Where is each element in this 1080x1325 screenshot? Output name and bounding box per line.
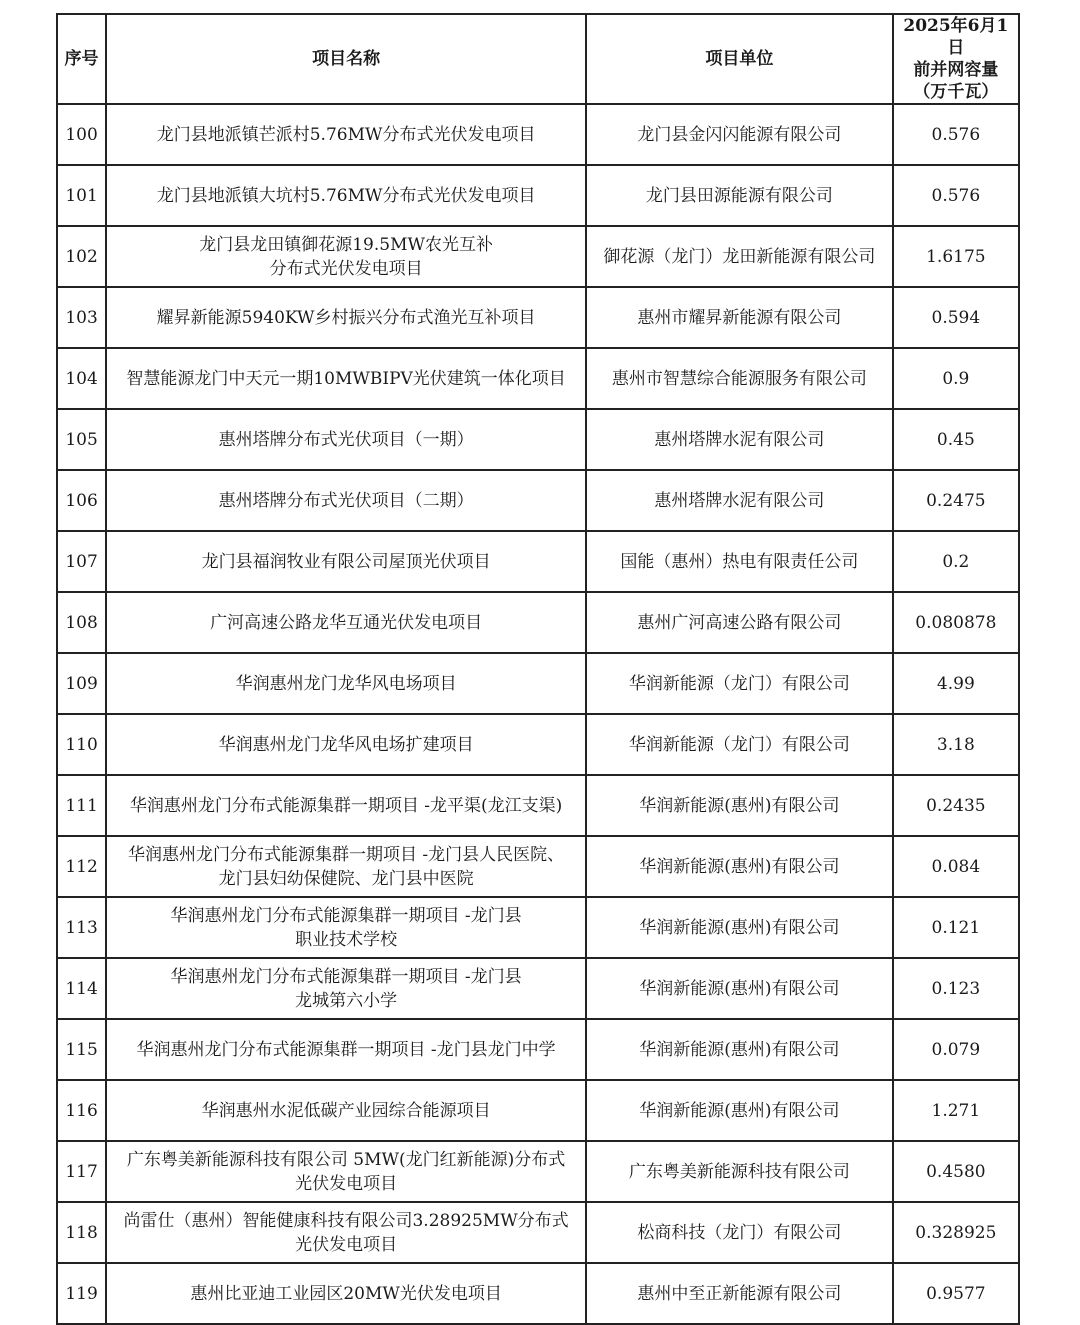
capacity-cell: 1.271	[893, 1080, 1019, 1141]
project-unit-cell: 龙门县金闪闪能源有限公司	[586, 104, 893, 165]
row-number: 108	[57, 592, 106, 653]
project-name-cell	[106, 165, 586, 226]
header-capacity-line: 前并网容量	[913, 60, 999, 80]
project-name-line: 龙门县龙田镇御花源19.5MW农光互补	[199, 234, 493, 255]
row-number: 111	[57, 775, 106, 836]
project-unit-cell: 华润新能源（龙门）有限公司	[586, 714, 893, 775]
project-unit-cell: 惠州塔牌水泥有限公司	[586, 470, 893, 531]
capacity-cell: 3.18	[893, 714, 1019, 775]
table-row	[57, 1019, 1019, 1080]
project-name-cell	[106, 1019, 586, 1080]
project-name-line: 华润惠州龙门分布式能源集群一期项目 -龙门县人民医院、	[128, 844, 565, 865]
table-row	[57, 958, 1019, 1019]
project-name-line: 广河高速公路龙华互通光伏发电项目	[210, 612, 483, 633]
project-name-line: 龙门县地派镇芒派村5.76MW分布式光伏发电项目	[156, 124, 536, 145]
project-name-cell	[106, 1202, 586, 1263]
project-unit-cell: 华润新能源(惠州)有限公司	[586, 958, 893, 1019]
row-number: 107	[57, 531, 106, 592]
table-row	[57, 897, 1019, 958]
table-row	[57, 714, 1019, 775]
project-name-line: 耀昇新能源5940KW乡村振兴分布式渔光互补项目	[156, 307, 536, 328]
capacity-cell: 0.328925	[893, 1202, 1019, 1263]
project-unit-cell: 御花源（龙门）龙田新能源有限公司	[586, 226, 893, 287]
project-name-cell	[106, 1141, 586, 1202]
project-unit-cell: 华润新能源(惠州)有限公司	[586, 1019, 893, 1080]
table-row	[57, 1202, 1019, 1263]
project-name-line: 龙门县福润牧业有限公司屋顶光伏项目	[201, 551, 491, 572]
table-row	[57, 653, 1019, 714]
project-unit-cell: 华润新能源(惠州)有限公司	[586, 897, 893, 958]
header-row	[57, 14, 1019, 104]
capacity-cell: 0.576	[893, 104, 1019, 165]
table-header	[57, 14, 1019, 104]
project-unit-cell: 华润新能源(惠州)有限公司	[586, 775, 893, 836]
project-unit-cell: 华润新能源（龙门）有限公司	[586, 653, 893, 714]
project-name-cell	[106, 958, 586, 1019]
project-name-line: 华润惠州龙门分布式能源集群一期项目 -龙门县龙门中学	[136, 1039, 556, 1060]
row-number: 101	[57, 165, 106, 226]
table-row	[57, 592, 1019, 653]
table-row	[57, 1141, 1019, 1202]
project-unit-cell: 惠州市智慧综合能源服务有限公司	[586, 348, 893, 409]
project-name-line: 龙门县妇幼保健院、龙门县中医院	[218, 868, 474, 889]
project-name-line: 职业技术学校	[295, 929, 398, 950]
row-number: 100	[57, 104, 106, 165]
capacity-cell: 0.121	[893, 897, 1019, 958]
header-no: 序号	[57, 14, 106, 104]
project-name-cell	[106, 287, 586, 348]
capacity-cell: 0.576	[893, 165, 1019, 226]
project-name-cell	[106, 470, 586, 531]
table-body	[57, 104, 1019, 1324]
row-number: 109	[57, 653, 106, 714]
capacity-cell: 0.45	[893, 409, 1019, 470]
table-row	[57, 836, 1019, 897]
project-name-cell	[106, 226, 586, 287]
project-unit-cell: 惠州广河高速公路有限公司	[586, 592, 893, 653]
header-unit: 项目单位	[586, 14, 893, 104]
project-name-cell	[106, 1263, 586, 1324]
capacity-cell: 0.079	[893, 1019, 1019, 1080]
project-name-line: 光伏发电项目	[295, 1234, 398, 1255]
header-name: 项目名称	[106, 14, 586, 104]
table-row	[57, 104, 1019, 165]
row-number: 112	[57, 836, 106, 897]
capacity-cell: 0.594	[893, 287, 1019, 348]
row-number: 117	[57, 1141, 106, 1202]
row-number: 103	[57, 287, 106, 348]
project-name-line: 华润惠州龙门分布式能源集群一期项目 -龙门县	[170, 966, 522, 987]
project-name-line: 惠州比亚迪工业园区20MW光伏发电项目	[190, 1283, 502, 1304]
project-name-cell	[106, 653, 586, 714]
project-name-line: 智慧能源龙门中天元一期10MWBIPV光伏建筑一体化项目	[126, 368, 566, 389]
project-table	[56, 13, 1020, 1325]
row-number: 113	[57, 897, 106, 958]
project-name-line: 龙城第六小学	[295, 990, 398, 1011]
header-capacity-line: 2025年6月1日	[903, 16, 1009, 58]
table-row	[57, 470, 1019, 531]
project-name-line: 广东粤美新能源科技有限公司 5MW(龙门红新能源)分布式	[126, 1149, 566, 1170]
row-number: 105	[57, 409, 106, 470]
project-name-line: 华润惠州龙门分布式能源集群一期项目 -龙门县	[170, 905, 522, 926]
project-name-line: 尚雷仕（惠州）智能健康科技有限公司3.28925MW分布式	[123, 1210, 569, 1231]
row-number: 115	[57, 1019, 106, 1080]
row-number: 116	[57, 1080, 106, 1141]
header-capacity	[893, 14, 1019, 104]
project-name-line: 惠州塔牌分布式光伏项目（二期）	[218, 490, 474, 511]
project-name-line: 华润惠州龙门龙华风电场项目	[235, 673, 457, 694]
table-row	[57, 409, 1019, 470]
project-name-cell	[106, 714, 586, 775]
project-name-cell	[106, 348, 586, 409]
capacity-cell: 0.080878	[893, 592, 1019, 653]
project-unit-cell: 华润新能源(惠州)有限公司	[586, 836, 893, 897]
project-unit-cell: 惠州中至正新能源有限公司	[586, 1263, 893, 1324]
project-unit-cell: 惠州塔牌水泥有限公司	[586, 409, 893, 470]
capacity-cell: 0.084	[893, 836, 1019, 897]
project-unit-cell: 松商科技（龙门）有限公司	[586, 1202, 893, 1263]
row-number: 106	[57, 470, 106, 531]
table-row	[57, 1263, 1019, 1324]
project-name-cell	[106, 836, 586, 897]
project-name-cell	[106, 409, 586, 470]
capacity-cell: 0.2435	[893, 775, 1019, 836]
row-number: 110	[57, 714, 106, 775]
project-name-cell	[106, 531, 586, 592]
capacity-cell: 0.2475	[893, 470, 1019, 531]
table-row	[57, 1080, 1019, 1141]
row-number: 114	[57, 958, 106, 1019]
capacity-cell: 0.2	[893, 531, 1019, 592]
project-name-line: 华润惠州水泥低碳产业园综合能源项目	[201, 1100, 491, 1121]
table-row	[57, 775, 1019, 836]
project-name-line: 华润惠州龙门龙华风电场扩建项目	[218, 734, 474, 755]
project-name-line: 分布式光伏发电项目	[269, 258, 423, 279]
project-name-cell	[106, 1080, 586, 1141]
project-name-cell	[106, 775, 586, 836]
project-name-cell	[106, 897, 586, 958]
row-number: 119	[57, 1263, 106, 1324]
capacity-cell: 0.123	[893, 958, 1019, 1019]
capacity-cell: 0.9	[893, 348, 1019, 409]
project-name-line: 惠州塔牌分布式光伏项目（一期）	[218, 429, 474, 450]
row-number: 118	[57, 1202, 106, 1263]
table-row	[57, 531, 1019, 592]
capacity-cell: 0.9577	[893, 1263, 1019, 1324]
project-unit-cell: 华润新能源(惠州)有限公司	[586, 1080, 893, 1141]
project-name-cell	[106, 104, 586, 165]
project-name-cell	[106, 592, 586, 653]
project-name-line: 光伏发电项目	[295, 1173, 398, 1194]
header-capacity-line: （万千瓦）	[913, 82, 999, 102]
table-row	[57, 348, 1019, 409]
table-row	[57, 165, 1019, 226]
project-name-line: 华润惠州龙门分布式能源集群一期项目 -龙平渠(龙江支渠)	[129, 795, 563, 816]
project-unit-cell: 国能（惠州）热电有限责任公司	[586, 531, 893, 592]
project-unit-cell: 龙门县田源能源有限公司	[586, 165, 893, 226]
row-number: 104	[57, 348, 106, 409]
project-unit-cell: 广东粤美新能源科技有限公司	[586, 1141, 893, 1202]
project-unit-cell: 惠州市耀昇新能源有限公司	[586, 287, 893, 348]
table-row	[57, 226, 1019, 287]
row-number: 102	[57, 226, 106, 287]
capacity-cell: 4.99	[893, 653, 1019, 714]
capacity-cell: 1.6175	[893, 226, 1019, 287]
capacity-cell: 0.4580	[893, 1141, 1019, 1202]
project-name-line: 龙门县地派镇大坑村5.76MW分布式光伏发电项目	[156, 185, 536, 206]
table-row	[57, 287, 1019, 348]
